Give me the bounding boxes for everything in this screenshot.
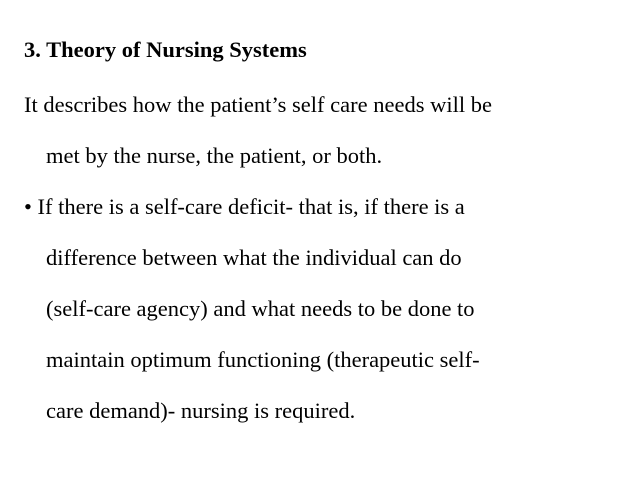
- intro-line-2: met by the nurse, the patient, or both.: [46, 143, 383, 168]
- bullet-line-2: difference between what the individual can do: [46, 245, 462, 270]
- bullet-line-5: care demand)- nursing is required.: [46, 398, 356, 423]
- slide-heading: 3. Theory of Nursing Systems: [24, 37, 307, 62]
- bullet-line-4: maintain optimum functioning (therapeutic self-: [46, 347, 480, 372]
- bullet-line-1: • If there is a self-care deficit- that is, if there is a: [24, 194, 465, 219]
- intro-line-1: It describes how the patient’s self care needs will be: [24, 92, 492, 117]
- bullet-line-3: (self-care agency) and what needs to be done to: [46, 296, 475, 321]
